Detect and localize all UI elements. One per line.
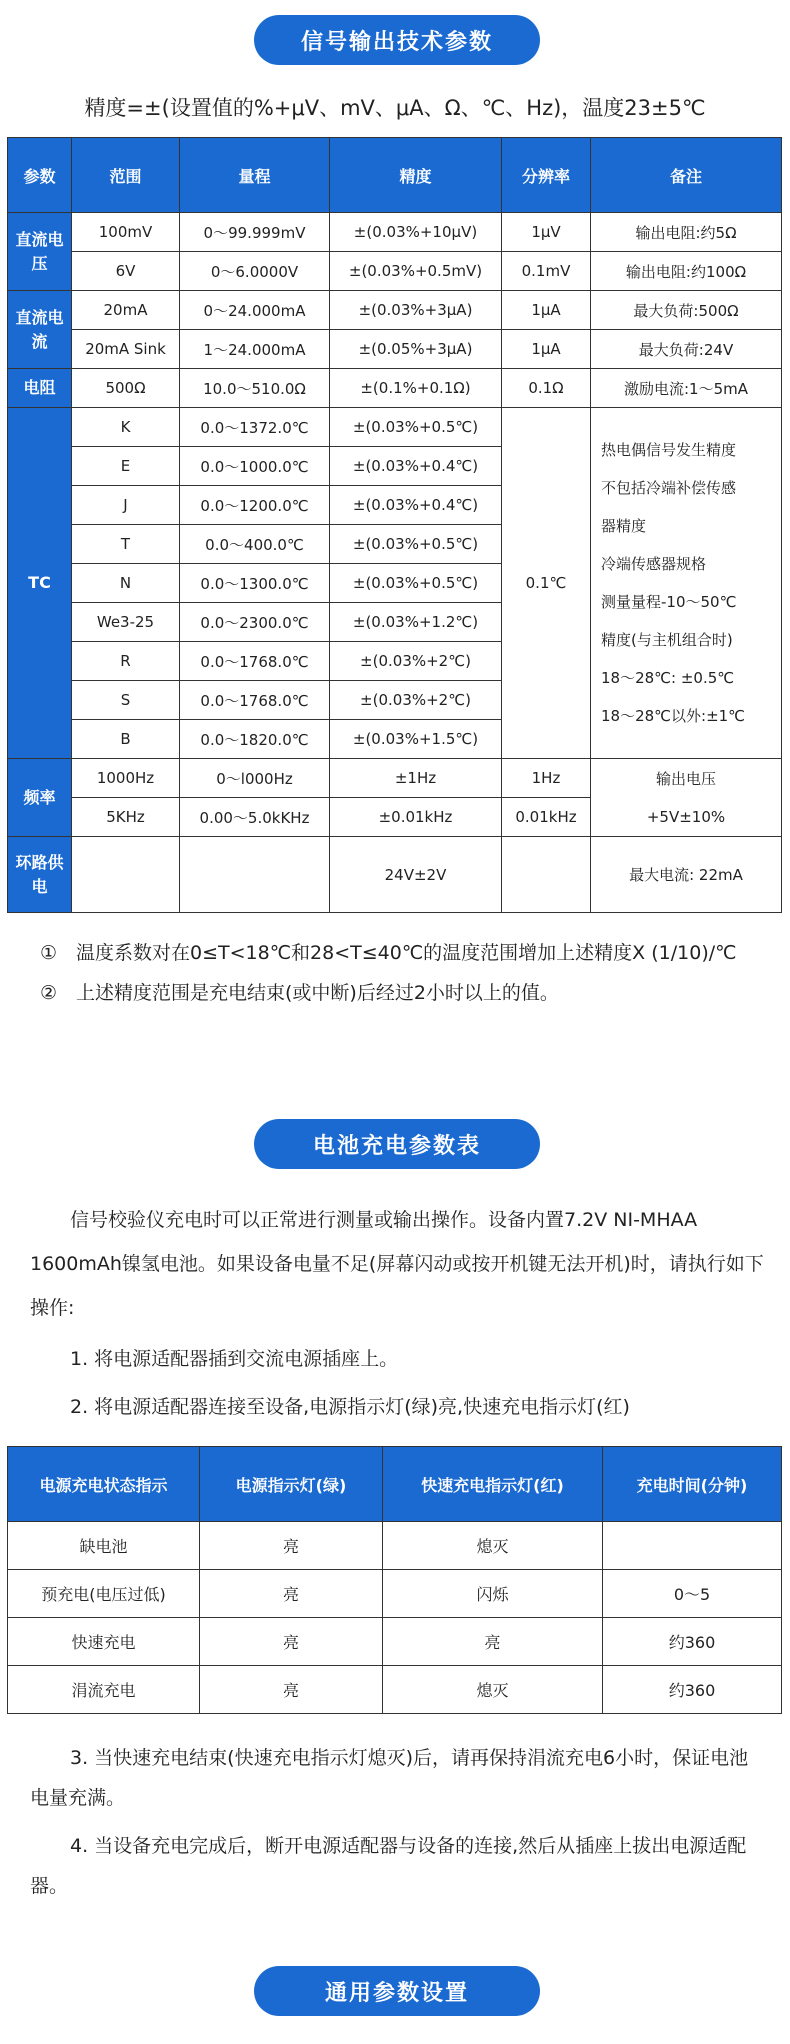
group-dc-voltage: 直流电压 — [8, 213, 72, 291]
cell-accuracy: ±(0.1%+0.1Ω) — [330, 369, 502, 408]
battery-step-4: 4. 当设备充电完成后，断开电源适配器与设备的连接,然后从插座上拔出电源适配器。 — [30, 1835, 747, 1897]
tc-note-line: 测量量程-10～50℃ — [601, 593, 737, 611]
cell-accuracy: ±(0.03%+1.5℃) — [330, 720, 502, 759]
table-header-row — [8, 138, 782, 213]
cell-span: 0～99.999mV — [180, 213, 330, 252]
tc-note-line: 热电偶信号发生精度 — [601, 441, 737, 459]
battery-step-3: 3. 当快速充电结束(快速充电指示灯熄灭)后，请再保持涓流充电6小时，保证电池电量充满。 — [30, 1747, 749, 1809]
footnote-text: 温度系数对在0≤T<18℃和28<T≤40℃的温度范围增加上述精度X (1/10)/℃ — [76, 942, 737, 964]
table-row — [8, 1522, 782, 1570]
tc-note — [591, 408, 782, 759]
cell-time: 0～5 — [603, 1570, 782, 1618]
cell-power-led: 亮 — [200, 1522, 383, 1570]
tc-note-line: 18～28℃以外:±1℃ — [601, 707, 746, 725]
cell-range: 6V — [72, 252, 180, 291]
table-row — [8, 330, 782, 369]
table-row — [8, 408, 782, 447]
header-accuracy: 精度 — [330, 138, 502, 213]
cell-accuracy: ±(0.03%+10μV) — [330, 213, 502, 252]
table-row — [8, 1570, 782, 1618]
cell-range: 100mV — [72, 213, 180, 252]
table-row — [8, 837, 782, 913]
cell-accuracy: ±(0.03%+2℃) — [330, 681, 502, 720]
footnote-text: 上述精度范围是充电结束(或中断)后经过2小时以上的值。 — [76, 982, 559, 1004]
cell-note: 最大电流: 22mA — [591, 837, 782, 913]
cell-range: We3-25 — [72, 603, 180, 642]
cell-accuracy: ±(0.03%+0.5℃) — [330, 525, 502, 564]
cell-span: 1～24.000mA — [180, 330, 330, 369]
output-params-table — [7, 137, 782, 913]
cell-accuracy: 24V±2V — [330, 837, 502, 913]
cell-note: 最大负荷:500Ω — [591, 291, 782, 330]
cell-fast-led: 熄灭 — [383, 1666, 603, 1714]
cell-resolution: 1Hz — [502, 759, 591, 798]
cell-span: 0.0～1768.0℃ — [180, 681, 330, 720]
accuracy-subtitle: 精度=±(设置值的%+μV、mV、μA、Ω、℃、Hz)，温度23±5℃ — [84, 96, 706, 120]
footnote-1 — [40, 936, 760, 970]
battery-step-2: 2. 将电源适配器连接至设备,电源指示灯(绿)亮,快速充电指示灯(红) — [70, 1396, 630, 1418]
cell-status: 缺电池 — [8, 1522, 200, 1570]
group-frequency: 频率 — [8, 759, 72, 837]
frequency-note — [591, 759, 782, 837]
cell-span: 0.0～400.0℃ — [180, 525, 330, 564]
cell-time: 约360 — [603, 1618, 782, 1666]
cell-range: B — [72, 720, 180, 759]
cell-status: 涓流充电 — [8, 1666, 200, 1714]
table-row — [8, 213, 782, 252]
tc-note-line: 器精度 — [601, 517, 647, 535]
group-resistance: 电阻 — [8, 369, 72, 408]
cell-power-led: 亮 — [200, 1618, 383, 1666]
table-row — [8, 1666, 782, 1714]
section-title-battery: 电池充电参数表 — [254, 1119, 540, 1169]
cell-status: 预充电(电压过低) — [8, 1570, 200, 1618]
cell-span: 0.0～1000.0℃ — [180, 447, 330, 486]
cell-span: 0～24.000mA — [180, 291, 330, 330]
cell-range: N — [72, 564, 180, 603]
cell-range: 20mA Sink — [72, 330, 180, 369]
header-power-led: 电源指示灯(绿) — [200, 1447, 383, 1522]
cell-accuracy: ±(0.05%+3μA) — [330, 330, 502, 369]
cell-note: 输出电阻:约5Ω — [591, 213, 782, 252]
cell-accuracy: ±(0.03%+2℃) — [330, 642, 502, 681]
cell-span: 0.0～1300.0℃ — [180, 564, 330, 603]
cell-accuracy: ±(0.03%+0.5mV) — [330, 252, 502, 291]
cell-range: T — [72, 525, 180, 564]
cell-range: 20mA — [72, 291, 180, 330]
cell-accuracy: ±0.01kHz — [330, 798, 502, 837]
cell-resolution: 0.1mV — [502, 252, 591, 291]
cell-range: 1000Hz — [72, 759, 180, 798]
cell-resolution — [502, 837, 591, 913]
header-param: 参数 — [8, 138, 72, 213]
header-span: 量程 — [180, 138, 330, 213]
cell-accuracy: ±(0.03%+0.4℃) — [330, 486, 502, 525]
cell-resolution: 0.1Ω — [502, 369, 591, 408]
header-time: 充电时间(分钟) — [603, 1447, 782, 1522]
cell-fast-led: 亮 — [383, 1618, 603, 1666]
section-title-output-params: 信号输出技术参数 — [254, 15, 540, 65]
header-status: 电源充电状态指示 — [8, 1447, 200, 1522]
cell-accuracy: ±(0.03%+0.5℃) — [330, 408, 502, 447]
cell-range: R — [72, 642, 180, 681]
cell-resolution: 1μA — [502, 330, 591, 369]
cell-range: 5KHz — [72, 798, 180, 837]
cell-power-led: 亮 — [200, 1570, 383, 1618]
cell-span: 10.0～510.0Ω — [180, 369, 330, 408]
cell-resolution: 1μA — [502, 291, 591, 330]
cell-power-led: 亮 — [200, 1666, 383, 1714]
cell-time — [603, 1522, 782, 1570]
header-range: 范围 — [72, 138, 180, 213]
group-loop-power: 环路供电 — [8, 837, 72, 913]
cell-accuracy: ±1Hz — [330, 759, 502, 798]
cell-note: 最大负荷:24V — [591, 330, 782, 369]
header-resolution: 分辨率 — [502, 138, 591, 213]
cell-range: J — [72, 486, 180, 525]
cell-span: 0.0～1372.0℃ — [180, 408, 330, 447]
tc-note-line: 不包括冷端补偿传感 — [601, 479, 737, 497]
table-row — [8, 291, 782, 330]
cell-resolution: 1μV — [502, 213, 591, 252]
header-fast-led: 快速充电指示灯(红) — [383, 1447, 603, 1522]
table-row — [8, 369, 782, 408]
cell-range: K — [72, 408, 180, 447]
footnotes — [40, 936, 760, 1010]
cell-span — [180, 837, 330, 913]
footnote-mark: ② — [40, 982, 58, 1004]
cell-accuracy: ±(0.03%+3μA) — [330, 291, 502, 330]
tc-resolution: 0.1℃ — [502, 408, 591, 759]
cell-range: S — [72, 681, 180, 720]
cell-range: 500Ω — [72, 369, 180, 408]
table-header-row — [8, 1447, 782, 1522]
cell-status: 快速充电 — [8, 1618, 200, 1666]
footnote-2 — [40, 976, 760, 1010]
cell-range: E — [72, 447, 180, 486]
cell-span: 0.0～2300.0℃ — [180, 603, 330, 642]
cell-note: 输出电阻:约100Ω — [591, 252, 782, 291]
frequency-note-line: 输出电压 — [655, 769, 716, 788]
cell-span: 0.0～1200.0℃ — [180, 486, 330, 525]
cell-span: 0.0～1820.0℃ — [180, 720, 330, 759]
cell-span: 0.00～5.0kKHz — [180, 798, 330, 837]
table-row — [8, 252, 782, 291]
table-row — [8, 759, 782, 798]
cell-accuracy: ±(0.03%+0.5℃) — [330, 564, 502, 603]
cell-span: 0.0～1768.0℃ — [180, 642, 330, 681]
header-note: 备注 — [591, 138, 782, 213]
cell-range — [72, 837, 180, 913]
cell-fast-led: 熄灭 — [383, 1522, 603, 1570]
battery-charge-table — [7, 1446, 782, 1714]
tc-note-line: 18～28℃: ±0.5℃ — [601, 669, 735, 687]
battery-intro: 信号校验仪充电时可以正常进行测量或输出操作。设备内置7.2V NI-MHAA 1600mAh镍氢电池。如果设备电量不足(屏幕闪动或按开机键无法开机)时，请执行如下操作: — [30, 1209, 764, 1319]
cell-resolution: 0.01kHz — [502, 798, 591, 837]
group-dc-current: 直流电流 — [8, 291, 72, 369]
cell-span: 0～l000Hz — [180, 759, 330, 798]
group-tc: TC — [8, 408, 72, 759]
table-row — [8, 1618, 782, 1666]
cell-span: 0～6.0000V — [180, 252, 330, 291]
footnote-mark: ① — [40, 942, 58, 964]
tc-note-line: 冷端传感器规格 — [601, 555, 707, 573]
battery-step-1: 1. 将电源适配器插到交流电源插座上。 — [70, 1348, 399, 1370]
cell-accuracy: ±(0.03%+0.4℃) — [330, 447, 502, 486]
frequency-note-line: +5V±10% — [646, 807, 726, 826]
cell-time: 约360 — [603, 1666, 782, 1714]
tc-note-line: 精度(与主机组合时) — [601, 631, 733, 649]
cell-note: 激励电流:1～5mA — [591, 369, 782, 408]
section-title-general-settings: 通用参数设置 — [254, 1966, 540, 2016]
cell-fast-led: 闪烁 — [383, 1570, 603, 1618]
cell-accuracy: ±(0.03%+1.2℃) — [330, 603, 502, 642]
